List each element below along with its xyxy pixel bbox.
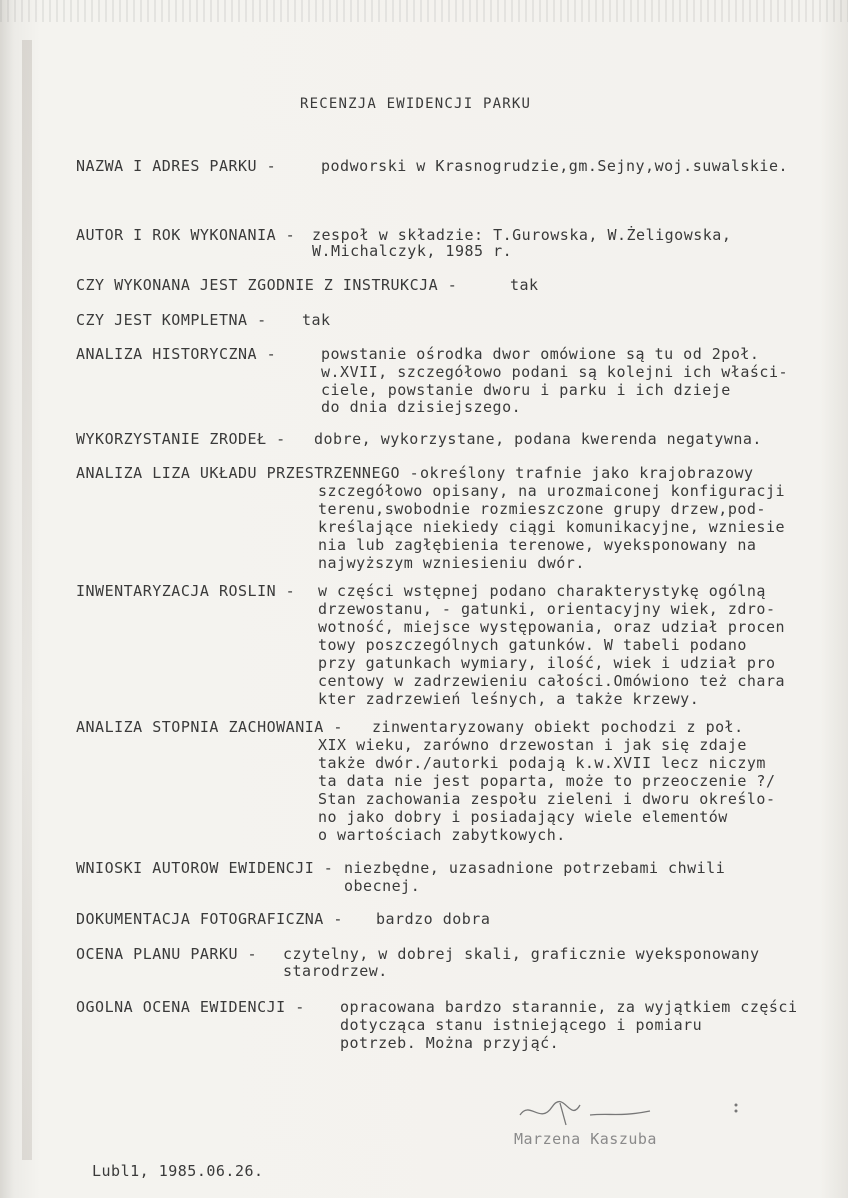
inventory-line: przy gatunkach wymiary, ilość, wiek i udział pro xyxy=(318,654,776,672)
overall-review-line: dotycząca stanu istniejącego i pomiaru xyxy=(340,1016,703,1034)
sources-label: WYKORZYSTANIE ZRODEŁ - xyxy=(76,430,286,448)
scan-edge xyxy=(0,0,848,22)
plan-review-label: OCENA PLANU PARKU - xyxy=(76,945,258,963)
signature-name: Marzena Kaszuba xyxy=(514,1130,657,1148)
preservation-line: XIX wieku, zarówno drzewostan i jak się zdaje xyxy=(318,736,747,754)
spatial-label: ANALIZA LIZA UKŁADU PRZESTRZENNEGO - xyxy=(76,464,420,482)
preservation-label: ANALIZA STOPNIA ZACHOWANIA - xyxy=(76,718,343,736)
photo-doc-label: DOKUMENTACJA FOTOGRAFICZNA - xyxy=(76,910,343,928)
inventory-line: centowy w zadrzewieniu całości.Omówiono też chara xyxy=(318,672,786,690)
document-title: RECENZJA EWIDENCJI PARKU xyxy=(300,96,532,112)
author-label: AUTOR I ROK WYKONANIA - xyxy=(76,226,296,244)
park-name-value: podworski w Krasnogrudzie,gm.Sejny,woj.suwalskie. xyxy=(321,157,789,175)
overall-review-line: opracowana bardzo starannie, za wyjątkiem części xyxy=(340,998,798,1016)
preservation-line: no jako dobry i posiadający wiele elementów xyxy=(318,808,728,826)
sources-value: dobre, wykorzystane, podana kwerenda negatywna. xyxy=(314,430,762,448)
conclusions-label: WNIOSKI AUTOROW EWIDENCJI - xyxy=(76,859,334,877)
author-value: zespoł w składzie: T.Gurowska, W.Żeligowska, xyxy=(312,226,732,244)
spatial-line: szczegółowo opisany, na urozmaiconej konfiguracji xyxy=(318,482,786,500)
completeness-value: tak xyxy=(302,311,331,329)
history-line: ciele, powstanie dworu i parku i ich dzieje xyxy=(321,381,731,399)
compliance-value: tak xyxy=(510,276,539,294)
park-name-label: NAZWA I ADRES PARKU - xyxy=(76,157,277,175)
inventory-line: drzewostanu, - gatunki, orientacyjny wiek, zdro- xyxy=(318,600,776,618)
inventory-line: w części wstępnej podano charakterystykę ogólną xyxy=(318,582,766,600)
conclusions-line: obecnej. xyxy=(344,877,421,895)
completeness-label: CZY JEST KOMPLETNA - xyxy=(76,311,267,329)
inventory-line: wotność, miejsce występowania, oraz udział procen xyxy=(318,618,786,636)
inventory-line: kter zadrzewień leśnych, a także krzewy. xyxy=(318,690,700,708)
plan-review-line: starodrzew. xyxy=(283,962,388,980)
preservation-line: ta data nie jest poparta, może to przeoczenie ?/ xyxy=(318,772,776,790)
conclusions-line: niezbędne, uzasadnione potrzebami chwili xyxy=(344,859,726,877)
preservation-line: Stan zachowania zespołu zieleni i dworu określo- xyxy=(318,790,776,808)
spatial-line: najwyższym wzniesieniu dwór. xyxy=(318,554,585,572)
history-label: ANALIZA HISTORYCZNA - xyxy=(76,345,277,363)
compliance-label: CZY WYKONANA JEST ZGODNIE Z INSTRUKCJA - xyxy=(76,276,458,294)
plan-review-line: czytelny, w dobrej skali, graficznie wyeksponowany xyxy=(283,945,760,963)
spatial-line: określony trafnie jako krajobrazowy xyxy=(420,464,754,482)
author-value-cont: W.Michalczyk, 1985 r. xyxy=(312,242,513,260)
history-line: w.XVII, szczegółowo podani są kolejni ich właści- xyxy=(321,363,789,381)
history-line: powstanie ośrodka dwor omówione są tu od 2poł. xyxy=(321,345,760,363)
spatial-line: terenu,swobodnie rozmieszczone grupy drzew,pod- xyxy=(318,500,766,518)
inventory-label: INWENTARYZACJA ROSLIN - xyxy=(76,582,296,600)
preservation-line: także dwór./autorki podają k.w.XVII lecz niczym xyxy=(318,754,766,772)
overall-review-line: potrzeb. Można przyjąć. xyxy=(340,1034,560,1052)
overall-review-label: OGOLNA OCENA EWIDENCJI - xyxy=(76,998,305,1016)
place-date: Lubl1, 1985.06.26. xyxy=(92,1162,264,1180)
scan-margin-stain xyxy=(22,40,32,1160)
inventory-line: towy poszczególnych gatunków. W tabeli podano xyxy=(318,636,747,654)
history-line: do dnia dzisiejszego. xyxy=(321,398,522,416)
preservation-line: zinwentaryzowany obiekt pochodzi z poł. xyxy=(372,718,744,736)
spatial-line: kreślające niekiedy ciągi komunikacyjne, wzniesie xyxy=(318,518,786,536)
spatial-line: nia lub zagłębienia terenowe, wyeksponowany na xyxy=(318,536,757,554)
photo-doc-value: bardzo dobra xyxy=(376,910,491,928)
preservation-line: o wartościach zabytkowych. xyxy=(318,826,566,844)
